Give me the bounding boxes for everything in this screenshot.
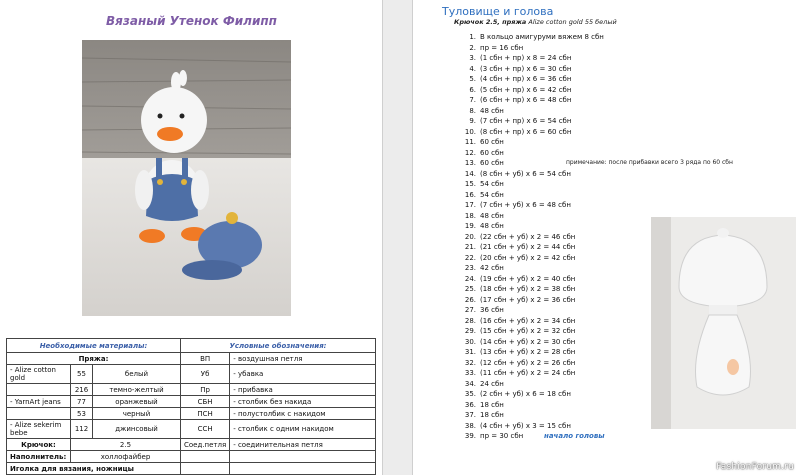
row-number: 18. — [464, 211, 476, 220]
section-subtitle — [454, 18, 617, 26]
row-instruction: (4 сбн + уб) x 3 = 15 сбн — [480, 421, 571, 430]
duck-toy-illustration — [82, 40, 291, 316]
row-number: 11. — [464, 138, 476, 146]
row-instruction: В кольцо амигуруми вяжем 8 сбн — [480, 33, 604, 41]
yarn-color: джинсовый — [93, 420, 181, 439]
row-instruction: (13 сбн + уб) x 2 = 28 сбн — [480, 348, 576, 356]
row-number: 23. — [464, 264, 476, 272]
yarn-code: 77 — [71, 396, 93, 408]
materials-table — [6, 338, 376, 475]
pattern-row — [462, 74, 792, 85]
yarn-color: черный — [93, 408, 181, 420]
legend-abbr: СБН — [181, 396, 230, 408]
right-page — [414, 0, 800, 475]
row-number: 8. — [469, 106, 476, 115]
tools-label: Иголка для вязания, ножницы — [7, 463, 181, 475]
pattern-row — [462, 106, 792, 117]
legend-desc: - прибавка — [230, 384, 376, 396]
row-number: 5. — [469, 75, 476, 83]
legend-header: Условные обозначения: — [181, 339, 376, 353]
row-instruction: 42 сбн — [480, 264, 504, 272]
pattern-row — [462, 116, 792, 127]
row-instruction: 54 сбн — [480, 190, 504, 199]
body-head-photo — [651, 217, 796, 429]
legend-desc: - воздушная петля — [230, 353, 376, 365]
row-number: 35. — [464, 390, 476, 398]
row-instruction: (18 сбн + уб) x 2 = 38 сбн — [480, 285, 576, 293]
row-instruction: 24 сбн — [480, 379, 504, 388]
pattern-row — [462, 127, 792, 138]
row-number: 34. — [464, 379, 476, 388]
pattern-row — [462, 148, 792, 159]
row-instruction: (4 сбн + пр) x 6 = 36 сбн — [480, 75, 572, 83]
row-number: 19. — [464, 222, 476, 230]
row-instruction: пр = 30 сбн — [480, 432, 524, 440]
row-number: 14. — [464, 169, 476, 178]
row-number: 27. — [464, 306, 476, 314]
row-number: 16. — [464, 190, 476, 199]
row-number: 33. — [464, 369, 476, 377]
row-number: 2. — [469, 43, 476, 52]
row-instruction: 48 сбн — [480, 211, 504, 220]
row-number: 36. — [464, 400, 476, 409]
row-instruction: (21 сбн + уб) x 2 = 44 сбн — [480, 243, 576, 251]
row-number: 31. — [464, 348, 476, 356]
row-number: 24. — [464, 274, 476, 283]
legend-desc: - полустолбик с накидом — [230, 408, 376, 420]
pattern-row — [462, 179, 792, 190]
body-head-illustration — [651, 217, 796, 429]
pattern-row — [462, 137, 792, 148]
row-instruction: (2 сбн + уб) x 6 = 18 сбн — [480, 390, 571, 398]
page-gutter — [383, 0, 413, 475]
subtitle-rest: Alize cotton gold 55 белый — [526, 18, 617, 26]
row-number: 28. — [464, 316, 476, 325]
yarn-color: белый — [93, 365, 181, 384]
duck-toy-photo — [82, 40, 291, 316]
yarn-brand — [7, 408, 71, 420]
yarn-code: 53 — [71, 408, 93, 420]
yarn-brand: - Alize cotton gold — [7, 365, 71, 384]
row-instruction: (3 сбн + пр) x 6 = 30 сбн — [480, 64, 572, 73]
row-instruction: (7 сбн + уб) x 6 = 48 сбн — [480, 201, 571, 209]
row-instruction: 60 сбн — [480, 159, 504, 167]
yarn-code: 216 — [71, 384, 93, 396]
pattern-row — [462, 53, 792, 64]
head-start-label: начало головы — [544, 432, 605, 440]
row-instruction: 60 сбн — [480, 138, 504, 146]
row-number: 20. — [464, 232, 476, 241]
pattern-row — [462, 32, 792, 43]
legend-desc: - соединительная петля — [230, 439, 376, 451]
row-number: 21. — [464, 243, 476, 251]
pattern-row — [462, 85, 792, 96]
row-number: 26. — [464, 295, 476, 304]
row-instruction: (8 сбн + пр) x 6 = 60 сбн — [480, 127, 572, 136]
filler-label: Наполнитель: — [7, 451, 71, 463]
row-instruction: пр = 16 сбн — [480, 43, 524, 52]
row-number: 9. — [469, 117, 476, 125]
pattern-row — [462, 95, 792, 106]
row-number: 6. — [469, 85, 476, 94]
section-title: Туловище и голова — [442, 5, 554, 18]
site-watermark: FashionForum.ru — [716, 462, 794, 472]
row-instruction: (14 сбн + уб) x 2 = 30 сбн — [480, 337, 576, 346]
pattern-row — [462, 64, 792, 75]
row-instruction: (1 сбн + пр) x 8 = 24 сбн — [480, 54, 572, 62]
legend-desc: - столбик без накида — [230, 396, 376, 408]
row-number: 13. — [464, 159, 476, 167]
row-number: 15. — [464, 180, 476, 188]
yarn-brand: - YarnArt jeans — [7, 396, 71, 408]
materials-header: Необходимые материалы: — [7, 339, 181, 353]
pattern-row — [462, 190, 792, 201]
legend-abbr: Пр — [181, 384, 230, 396]
row-number: 10. — [464, 127, 476, 136]
yarn-label: Пряжа: — [7, 353, 181, 365]
legend-abbr: ПСН — [181, 408, 230, 420]
row-instruction: (5 сбн + пр) x 6 = 42 сбн — [480, 85, 572, 94]
row-number: 25. — [464, 285, 476, 293]
row-number: 30. — [464, 337, 476, 346]
row-instruction: 54 сбн — [480, 180, 504, 188]
yarn-code: 112 — [71, 420, 93, 439]
row-instruction: 18 сбн — [480, 400, 504, 409]
row-number: 22. — [464, 253, 476, 262]
row-instruction: (22 сбн + уб) x 2 = 46 сбн — [480, 232, 576, 241]
row-instruction: (8 сбн + уб) x 6 = 54 сбн — [480, 169, 571, 178]
row-instruction: (11 сбн + уб) x 2 = 24 сбн — [480, 369, 576, 377]
legend-desc: - столбик с одним накидом — [230, 420, 376, 439]
row-instruction: 18 сбн — [480, 411, 504, 419]
row-number: 1. — [469, 33, 476, 41]
row-number: 17. — [464, 201, 476, 209]
subtitle-bold: Крючок 2.5, пряжа — [454, 18, 527, 26]
pattern-row — [462, 158, 792, 169]
row-number: 32. — [464, 358, 476, 367]
row-instruction: 48 сбн — [480, 222, 504, 230]
row-instruction: 60 сбн — [480, 148, 504, 157]
row-instruction: (19 сбн + уб) x 2 = 40 сбн — [480, 274, 576, 283]
legend-abbr: Уб — [181, 365, 230, 384]
pattern-row — [462, 169, 792, 180]
row-instruction: 36 сбн — [480, 306, 504, 314]
row-instruction: (20 сбн + уб) x 2 = 42 сбн — [480, 253, 576, 262]
row-instruction: (12 сбн + уб) x 2 = 26 сбн — [480, 358, 576, 367]
row-number: 12. — [464, 148, 476, 157]
legend-abbr: ВП — [181, 353, 230, 365]
row-instruction: (16 сбн + уб) x 2 = 34 сбн — [480, 316, 576, 325]
filler-value: холлофайбер — [71, 451, 181, 463]
row-instruction: (15 сбн + уб) x 2 = 32 сбн — [480, 327, 576, 335]
row-number: 29. — [464, 327, 476, 335]
row-instruction: 48 сбн — [480, 106, 504, 115]
pattern-row — [462, 431, 792, 442]
hook-value: 2.5 — [71, 439, 181, 451]
yarn-color: оранжевый — [93, 396, 181, 408]
left-page — [0, 0, 383, 475]
row-number: 4. — [469, 64, 476, 73]
legend-abbr: ССН — [181, 420, 230, 439]
row-number: 37. — [464, 411, 476, 419]
row-instruction: (6 сбн + пр) x 6 = 48 сбн — [480, 96, 572, 104]
legend-desc: - убавка — [230, 365, 376, 384]
row-number: 39. — [464, 432, 476, 440]
row-number: 3. — [469, 54, 476, 62]
hook-label: Крючок: — [7, 439, 71, 451]
row-number: 7. — [469, 96, 476, 104]
row-instruction: (7 сбн + пр) x 6 = 54 сбн — [480, 117, 572, 125]
yarn-code: 55 — [71, 365, 93, 384]
yarn-brand: - Alize sekerim bebe — [7, 420, 71, 439]
legend-abbr: Соед.петля — [181, 439, 230, 451]
row-note: примечание: после прибавки всего 3 ряда по 60 сбн — [566, 159, 733, 166]
yarn-color: темно-желтый — [93, 384, 181, 396]
row-number: 38. — [464, 421, 476, 430]
yarn-brand — [7, 384, 71, 396]
pattern-row — [462, 200, 792, 211]
row-instruction: (17 сбн + уб) x 2 = 36 сбн — [480, 295, 576, 304]
pattern-title: Вязаный Утенок Филипп — [106, 14, 277, 28]
pattern-row — [462, 43, 792, 54]
